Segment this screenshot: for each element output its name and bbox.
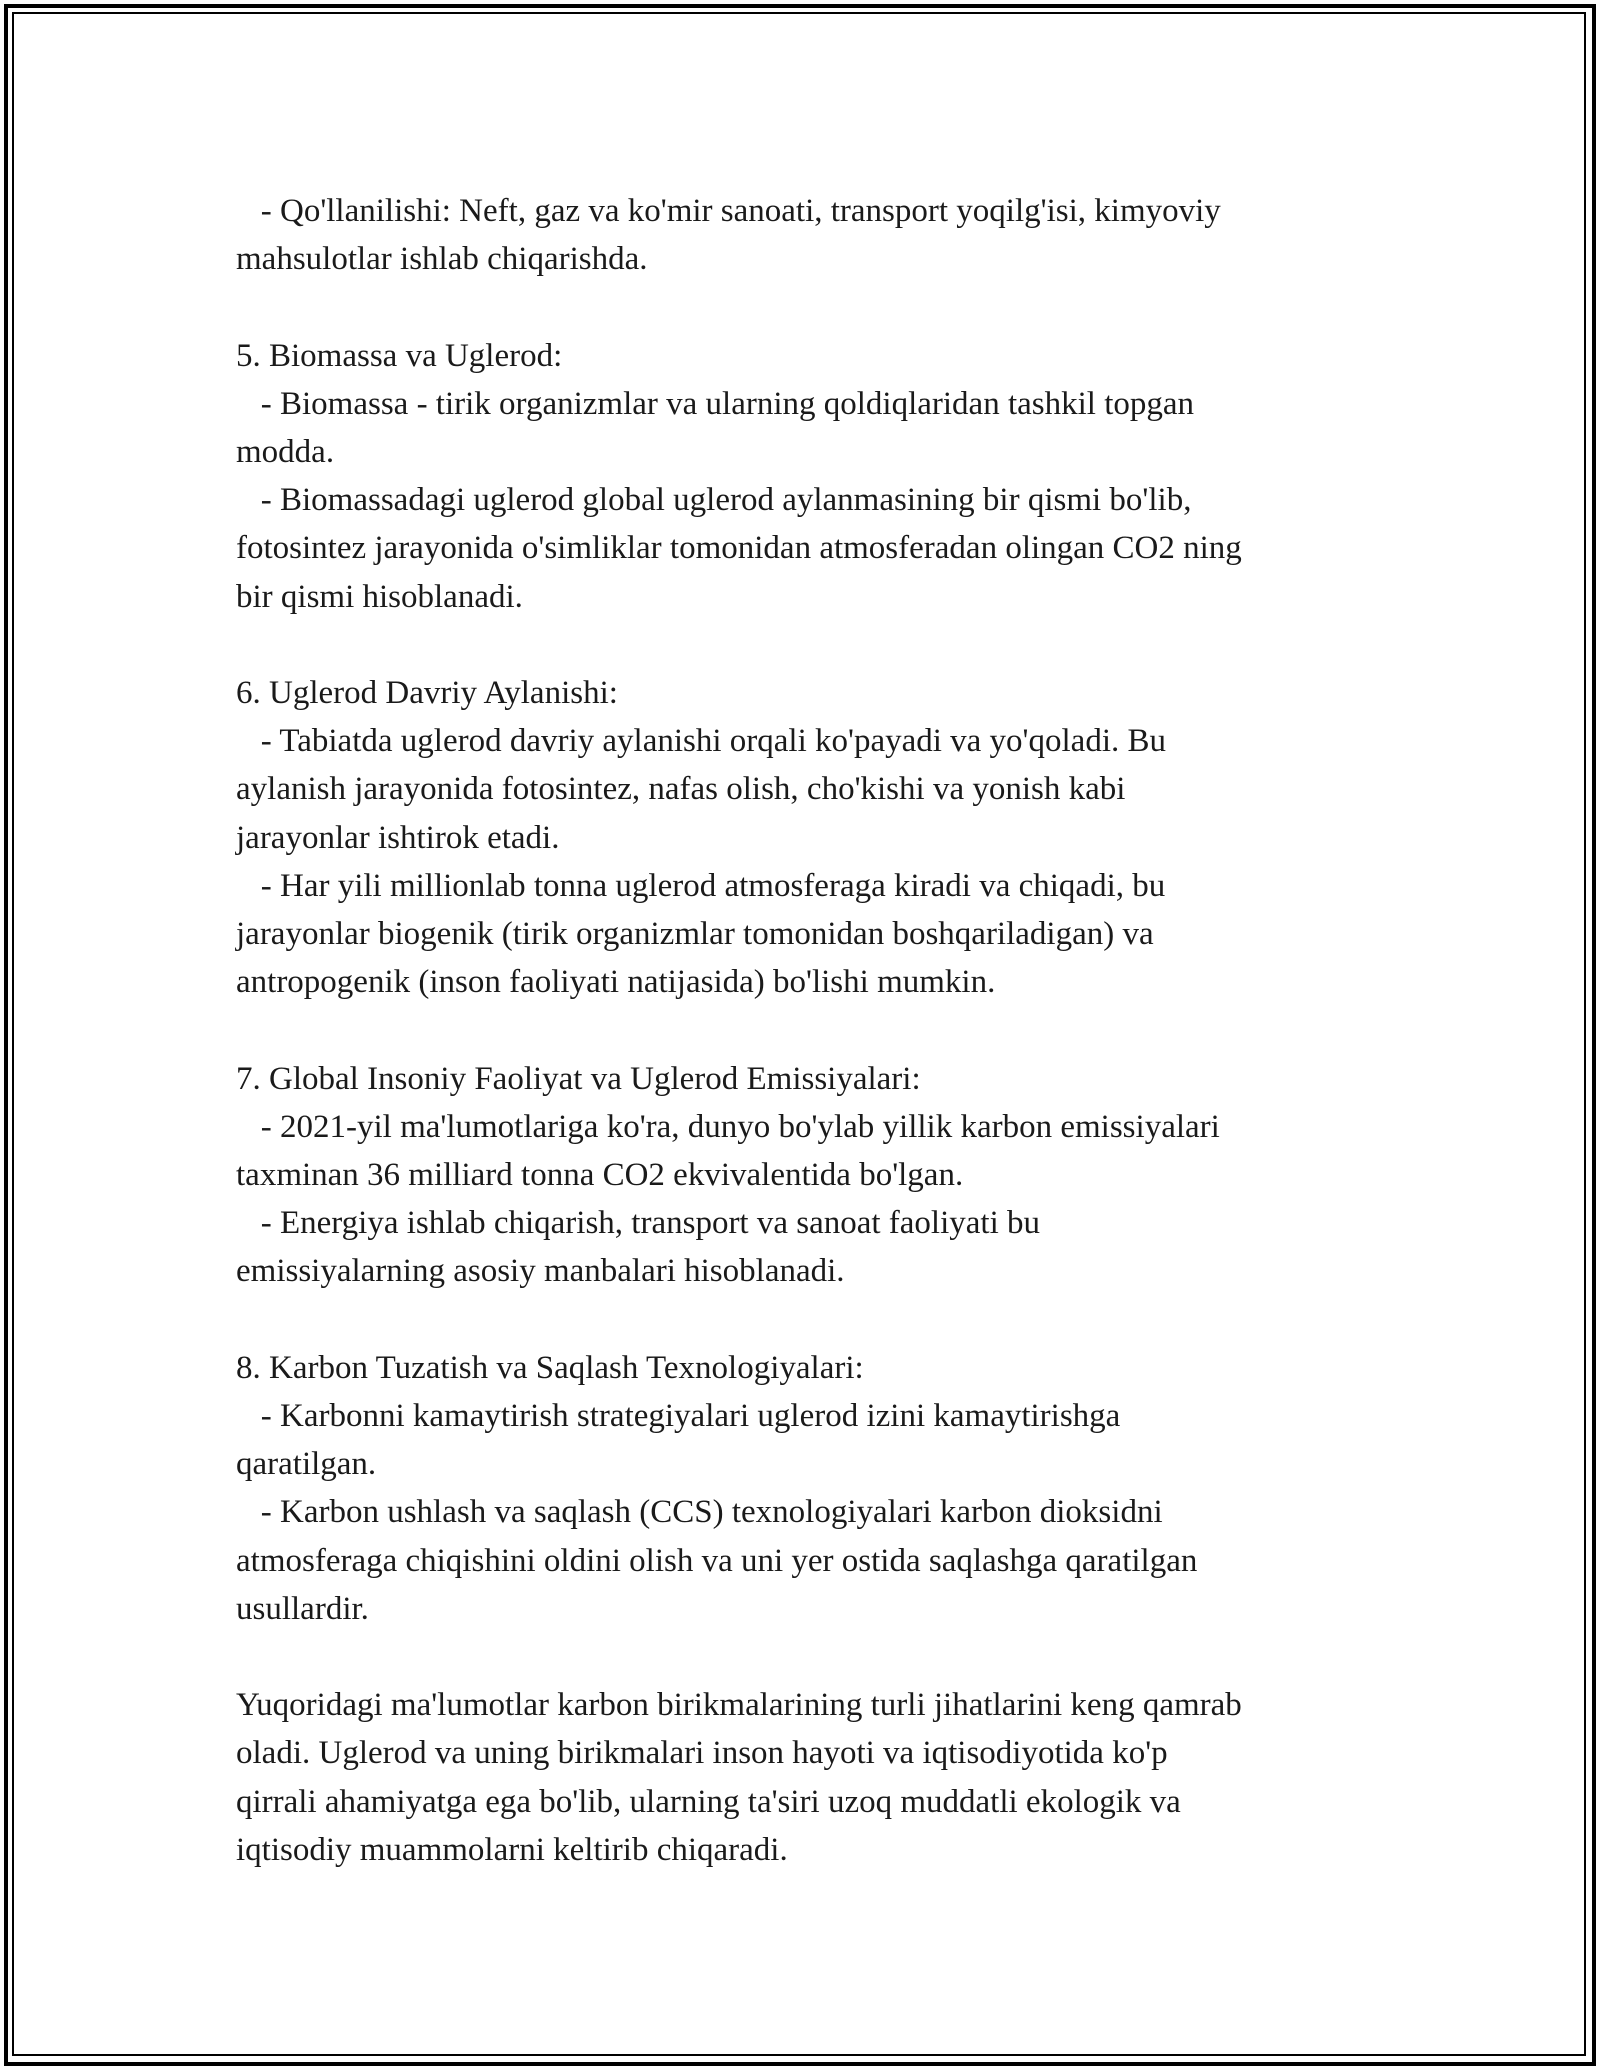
- text-line: - 2021-yil ma'lumotlariga ko'ra, dunyo bo'ylab yillik karbon emissiyalari: [236, 1108, 1220, 1145]
- section-heading: 7. Global Insoniy Faoliyat va Uglerod Emissiyalari:: [236, 1060, 921, 1097]
- text-line: oladi. Uglerod va uning birikmalari inson hayoti va iqtisodiyotida ko'p: [236, 1735, 1168, 1772]
- text-line: - Tabiatda uglerod davriy aylanishi orqali ko'payadi va yo'qoladi. Bu: [236, 723, 1166, 760]
- text-line: aylanish jarayonida fotosintez, nafas olish, cho'kishi va yonish kabi: [236, 771, 1126, 808]
- text-line: atmosferaga chiqishini oldini olish va uni yer ostida saqlashga qaratilgan: [236, 1542, 1198, 1579]
- section-heading: 8. Karbon Tuzatish va Saqlash Texnologiyalari:: [236, 1349, 864, 1386]
- section-texnologiyalar: [236, 1344, 1416, 1633]
- paragraph-gap: [236, 1633, 1416, 1681]
- text-line: jarayonlar biogenik (tirik organizmlar tomonidan boshqariladigan) va: [236, 916, 1154, 953]
- text-line: mahsulotlar ishlab chiqarishda.: [236, 241, 648, 278]
- section-heading: 6. Uglerod Davriy Aylanishi:: [236, 675, 618, 711]
- section-biomassa: [236, 332, 1416, 621]
- paragraph-gap: [236, 621, 1416, 669]
- text-line: antropogenik (inson faoliyati natijasida) bo'lishi mumkin.: [236, 964, 996, 1001]
- text-line: bir qismi hisoblanadi.: [236, 578, 523, 615]
- document-body: [236, 187, 1416, 1874]
- text-line: - Karbonni kamaytirish strategiyalari uglerod izini kamaytirishga: [236, 1398, 1121, 1435]
- section-xulosa: [236, 1681, 1416, 1874]
- section-intro: [236, 187, 1416, 283]
- text-line: jarayonlar ishtirok etadi.: [236, 819, 560, 856]
- text-line: - Biomassadagi uglerod global uglerod aylanmasining bir qismi bo'lib,: [236, 482, 1192, 519]
- section-emissiyalar: [236, 1055, 1416, 1296]
- section-davriy: [236, 669, 1416, 1006]
- section-heading: 5. Biomassa va Uglerod:: [236, 337, 563, 374]
- text-line: taxminan 36 milliard tonna CO2 ekvivalentida bo'lgan.: [236, 1157, 964, 1194]
- text-line: qirrali ahamiyatga ega bo'lib, ularning ta'siri uzoq muddatli ekologik va: [236, 1783, 1181, 1820]
- text-line: usullardir.: [236, 1590, 369, 1627]
- text-line: - Karbon ushlash va saqlash (CCS) texnologiyalari karbon dioksidni: [236, 1494, 1163, 1531]
- paragraph-gap: [236, 1006, 1416, 1054]
- text-line: - Har yili millionlab tonna uglerod atmosferaga kiradi va chiqadi, bu: [236, 867, 1166, 904]
- text-line: modda.: [236, 434, 335, 470]
- text-line: Yuqoridagi ma'lumotlar karbon birikmalarining turli jihatlarini keng qamrab: [236, 1687, 1242, 1724]
- text-line: qaratilgan.: [236, 1446, 377, 1483]
- text-line: fotosintez jarayonida o'simliklar tomonidan atmosferadan olingan CO2 ning: [236, 530, 1242, 567]
- paragraph-gap: [236, 1296, 1416, 1344]
- text-line: emissiyalarning asosiy manbalari hisoblanadi.: [236, 1253, 845, 1290]
- text-line: - Energiya ishlab chiqarish, transport va sanoat faoliyati bu: [236, 1205, 1041, 1242]
- text-line: - Biomassa - tirik organizmlar va ularning qoldiqlaridan tashkil topgan: [236, 385, 1195, 422]
- paragraph-gap: [236, 283, 1416, 331]
- text-line: iqtisodiy muammolarni keltirib chiqaradi.: [236, 1831, 788, 1868]
- text-line: - Qo'llanilishi: Neft, gaz va ko'mir sanoati, transport yoqilg'isi, kimyoviy: [236, 193, 1221, 229]
